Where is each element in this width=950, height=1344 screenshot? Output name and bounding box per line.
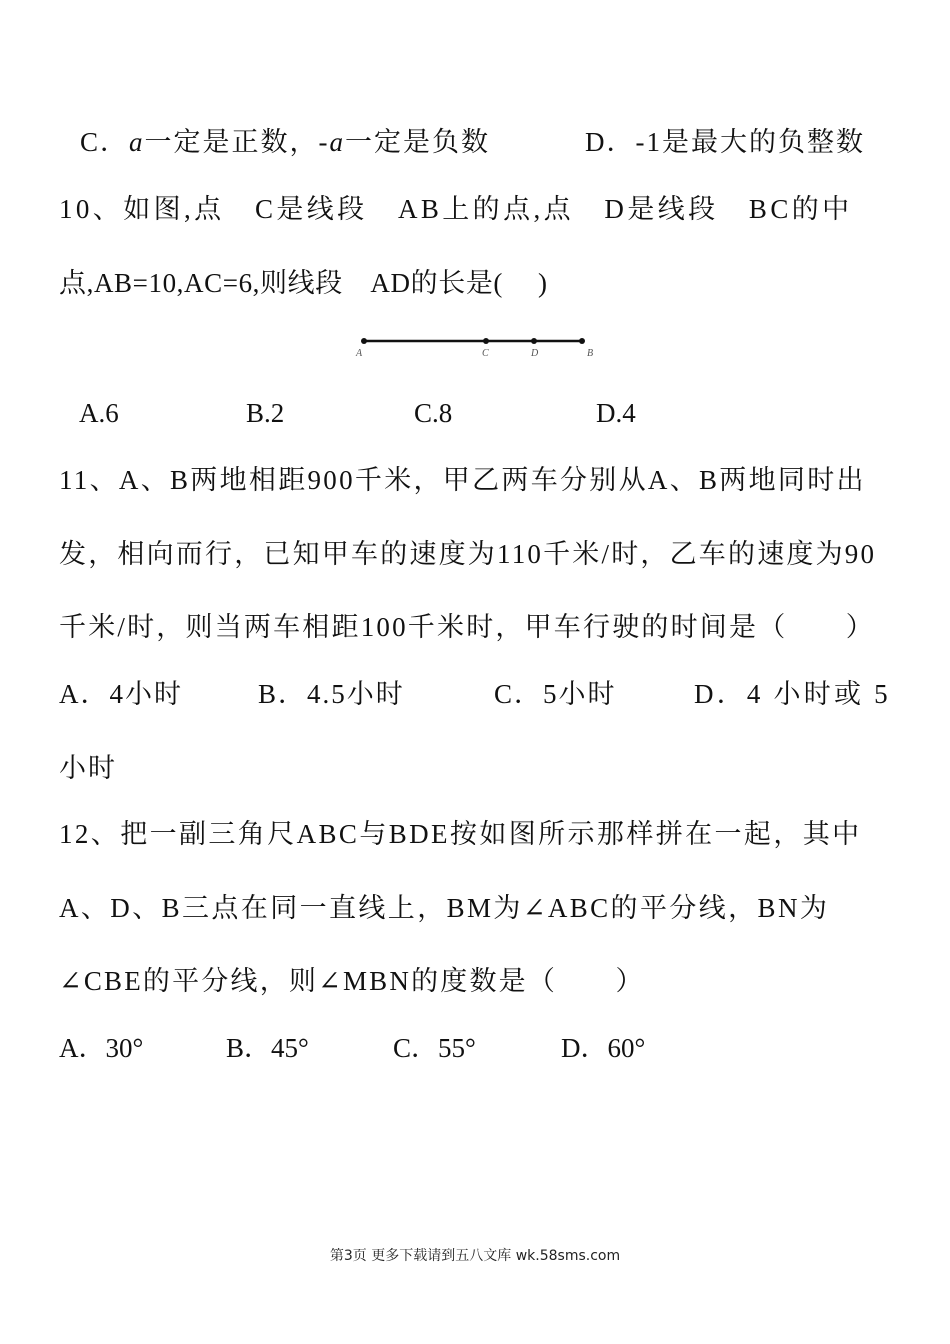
q10-stem-line1: 10、如图,点 C是线段 AB上的点,点 D是线段 BC的中 (59, 194, 853, 224)
point-a-dot (361, 338, 367, 344)
q12-option-b: B．45° (226, 1033, 309, 1063)
q10-option-d: D.4 (596, 398, 636, 428)
point-b-label: B (587, 348, 594, 359)
q9-option-c-var1: a (129, 127, 145, 157)
q12-stem-line2: A、D、B三点在同一直线上，BM为∠ABC的平分线，BN为 (59, 893, 830, 923)
q11-option-b: B．4.5小时 (258, 679, 405, 709)
point-d-label: D (531, 348, 539, 359)
q11-option-a: A．4小时 (59, 679, 183, 709)
page-footer: 第3页 更多下载请到五八文库 wk.58sms.com (329, 1248, 621, 1264)
q12-option-a: A．30° (59, 1033, 144, 1063)
point-c-label: C (482, 348, 489, 359)
q9-option-c-text2: 一定是负数 (345, 127, 491, 157)
q10-option-b: B.2 (246, 398, 285, 428)
q10-option-a: A.6 (79, 398, 119, 428)
q10-stem-line2: 点,AB=10,AC=6,则线段 AD的长是( ) (59, 268, 548, 298)
q11-stem-line2: 发，相向而行，已知甲车的速度为110千米/时，乙车的速度为90 (59, 539, 877, 569)
q12-option-c: C．55° (393, 1033, 476, 1063)
q12-stem-line3: ∠CBE的平分线，则∠MBN的度数是（ ） (59, 966, 645, 996)
q9-option-c (80, 126, 490, 158)
q11-stem-line1: 11、A、B两地相距900千米，甲乙两车分别从A、B两地同时出 (59, 465, 866, 495)
point-d-dot (531, 338, 537, 344)
q9-option-c-var2: a (329, 127, 346, 157)
q11-option-d-continued: 小时 (59, 753, 117, 783)
q11-option-c: C．5小时 (494, 679, 617, 709)
q11-stem-line3: 千米/时，则当两车相距100千米时，甲车行驶的时间是（ ） (59, 612, 876, 642)
point-b-dot (579, 338, 585, 344)
point-a-label: A (356, 348, 363, 359)
q11-option-d: D．4 小时或 5 (694, 679, 891, 709)
segment-figure (350, 332, 610, 366)
point-c-dot (483, 338, 489, 344)
q9-option-d: D．-1是最大的负整数 (585, 127, 865, 157)
q12-stem-line1: 12、把一副三角尺ABC与BDE按如图所示那样拼在一起，其中 (59, 819, 862, 849)
q9-option-c-label: C． (80, 127, 130, 157)
q9-option-c-text1: 一定是正数，- (144, 127, 330, 157)
q12-option-d: D．60° (561, 1033, 646, 1063)
q10-option-c: C.8 (414, 398, 453, 428)
